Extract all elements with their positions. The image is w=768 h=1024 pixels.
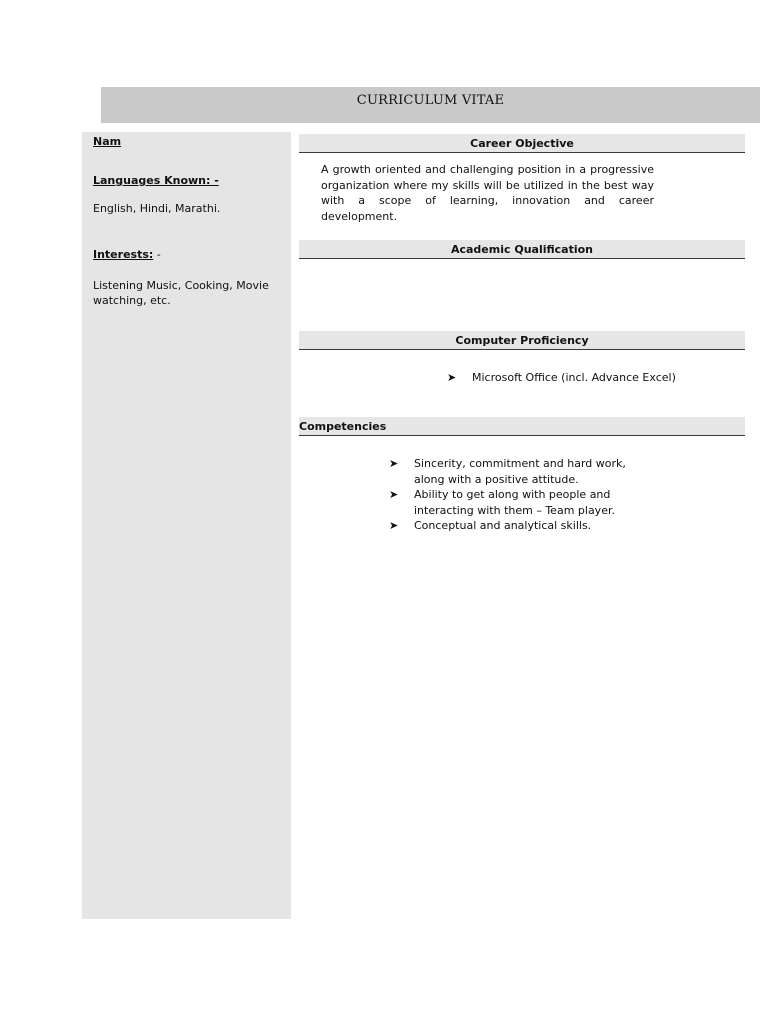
competency-line: interacting with them – Team player. (414, 503, 615, 517)
interests-suffix: - (153, 248, 161, 261)
arrow-bullet-icon: ➤ (447, 371, 457, 384)
competency-line: Sincerity, commitment and hard work, (414, 457, 626, 470)
academic-qualification-heading: Academic Qualification (450, 243, 594, 256)
academic-qualification-header (299, 240, 745, 259)
career-objective-text: A growth oriented and challenging position in a progressive organization where my skills will be utilized in the best way with a scope of learning, innovation and career development. (321, 163, 654, 223)
interests-value-line2: watching, etc. (93, 294, 171, 307)
competencies-heading: Competencies (299, 420, 387, 433)
languages-label: Languages Known: - (93, 174, 219, 187)
document-title: CURRICULUM VITAE (356, 93, 505, 108)
arrow-bullet-icon: ➤ (389, 519, 399, 532)
interests-value-line1: Listening Music, Cooking, Movie (93, 279, 269, 292)
computer-proficiency-header (299, 331, 745, 350)
competencies-header (299, 417, 745, 436)
interests-heading (93, 247, 161, 263)
sidebar (82, 132, 291, 919)
competency-line: along with a positive attitude. (414, 472, 579, 486)
list-item (389, 456, 649, 487)
list-item (389, 518, 649, 534)
title-bar (101, 87, 760, 123)
career-objective-heading: Career Objective (470, 137, 574, 150)
computer-proficiency-heading: Computer Proficiency (455, 334, 589, 347)
interests-label: Interests: (93, 248, 154, 261)
competency-line: Ability to get along with people and (414, 488, 611, 501)
name-label: Nam (93, 135, 122, 148)
arrow-bullet-icon: ➤ (389, 488, 399, 501)
languages-value: English, Hindi, Marathi. (93, 202, 221, 215)
arrow-bullet-icon: ➤ (389, 457, 399, 470)
competency-line: Conceptual and analytical skills. (414, 519, 592, 532)
list-item (389, 487, 649, 518)
computer-skill-text: Microsoft Office (incl. Advance Excel) (472, 371, 676, 384)
career-objective-header (299, 134, 745, 153)
